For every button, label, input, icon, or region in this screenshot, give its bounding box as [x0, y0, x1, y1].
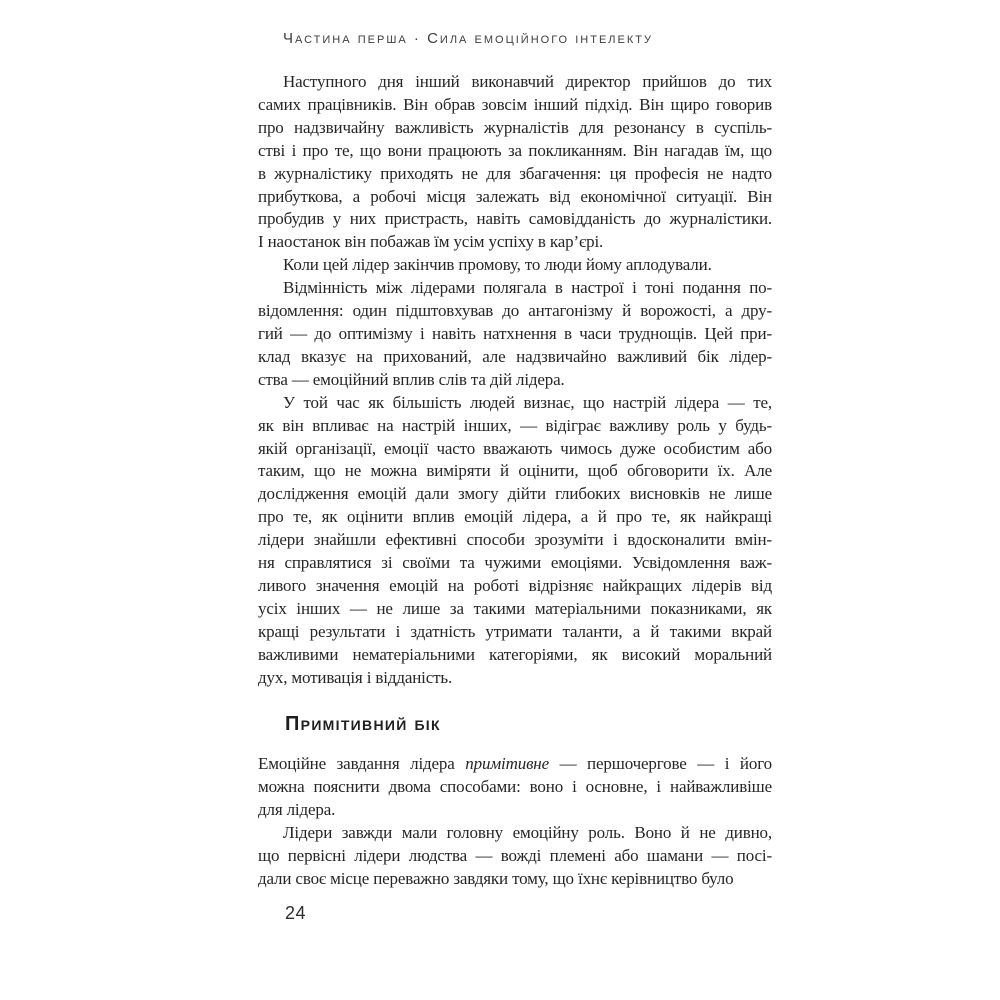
paragraph [258, 71, 772, 254]
body-line: Наступного дня інший виконавчий директор прийшов до тих [283, 72, 772, 91]
body-line: ливого значення емоцій на роботі відрізняє найкращих лідерів від [258, 575, 772, 595]
body-line: І наостанок він побажав їм усім успіху в кар’єрі. [258, 232, 604, 252]
paragraph [258, 254, 772, 277]
body-line: дослідження емоцій дали змогу дійти глибоких висновків не лише [258, 484, 772, 504]
body-line: відомлення: один підштовхував до антагонізму й ворожості, а дру- [258, 301, 772, 321]
body-line: Коли цей лідер закінчив промову, то люди йому аплодували. [283, 255, 712, 275]
body-line: прибуткова, а робочі місця залежать від економічної ситуації. Він [258, 186, 772, 206]
body-line: якій організації, емоції часто вважають чимось дуже особистим або [258, 438, 772, 458]
body-line: гий — до оптимізму і навіть натхнення в часи труднощів. Цей при- [258, 323, 772, 343]
body-line: дали своє місце переважно завдяки тому, що їхнє керівництво було [258, 869, 734, 888]
paragraph [258, 822, 772, 891]
body-line: що первісні лідери людства — вожді племені або шамани — посі- [258, 846, 772, 866]
body-line: можна пояснити двома способами: воно і основне, і найважливіше [258, 777, 772, 797]
page-number: 24 [285, 903, 307, 923]
body-line: самих працівників. Він обрав зовсім інший підхід. Він щиро говорив [258, 94, 772, 114]
body-line: стві і про те, що вони працюють за покликанням. Він нагадав їм, що [258, 140, 772, 160]
body-line: як він впливає на настрій інших, — відіграє важливу роль у будь- [258, 415, 772, 435]
section-heading: Примітивний бік [285, 713, 441, 736]
body-line: Відмінність між лідерами полягала в настрої і тоні подання по- [283, 278, 772, 298]
body-line: таким, що не можна виміряти й оцінити, щоб обговорити їх. Але [258, 461, 772, 481]
body-content [258, 71, 772, 891]
body-line: усіх інших — не лише за такими матеріальними показниками, як [258, 598, 772, 618]
body-line: кращі результати і здатність утримати таланти, а й такими вкрай [258, 621, 772, 641]
running-header: Частина перша · Сила емоційного інтелекту [283, 30, 653, 47]
body-line: про надзвичайну важливість журналістів для резонансу в суспіль- [258, 117, 772, 137]
body-line: ства — емоційний вплив слів та дій лідера. [258, 369, 565, 389]
paragraph [258, 277, 772, 392]
body-line: важливими нематеріальними категоріями, як високий моральний [258, 644, 772, 664]
body-line: пробудив у них пристрасть, навіть самовідданість до журналістики. [258, 209, 772, 229]
body-line: про те, як оцінити вплив емоцій лідера, а й про те, як найкращі [258, 507, 772, 527]
paragraph [258, 753, 772, 822]
paragraph [258, 392, 772, 690]
body-line: ня справлятися зі своїми та чужими емоціями. Усвідомлення важ- [258, 553, 772, 573]
body-line: для лідера. [258, 800, 336, 820]
body-line: У той час як більшість людей визнає, що настрій лідера — те, [283, 392, 772, 412]
body-line: Лідери завжди мали головну емоційну роль. Воно й не дивно, [283, 823, 772, 843]
body-line: дух, мотивація і відданість. [258, 667, 453, 687]
body-line: клад вказує на прихований, але надзвичайно важливий бік лідер- [258, 346, 772, 366]
body-line: лідери знайшли ефективні способи зрозуміти і вдосконалити вмін- [258, 530, 772, 550]
body-line: Емоційне завдання лідера примітивне — першочергове — і його [258, 754, 772, 774]
body-line: в журналістику приходять не для збагачення: ця професія не надто [258, 163, 772, 183]
